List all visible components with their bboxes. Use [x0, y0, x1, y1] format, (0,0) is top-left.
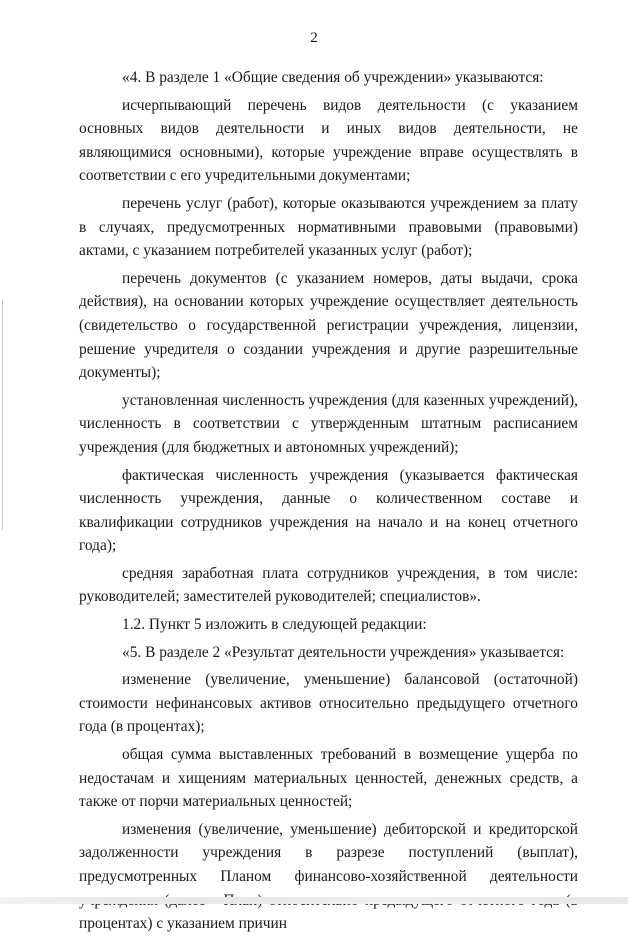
paragraph-actual-staff: фактическая численность учреждения (указывается фактическая численность учреждения, данные о количественном составе и квалификации сотрудников учреждения на начало и на конец отчетного года); [79, 466, 578, 555]
page-number: 2 [310, 30, 318, 46]
paragraph-established-staff: установленная численность учреждения (для казенных учреждений), численность в соответствии с утвержденным штатным расписанием учреждения (для бюджетных и автономных учреждений); [79, 391, 578, 456]
paragraph-section-5-heading: «5. В разделе 2 «Результат деятельности учреждения» указывается: [122, 643, 565, 661]
paragraph-documents-list: перечень документов (с указанием номеров, даты выдачи, срока действия), на основании которых учреждение осуществляет деятельность (свидетельство о государственной регистрации учреждения, лицензии, решение учредителя о создании учреждения и другие разрешительные документы); [79, 269, 578, 382]
paragraph-activities-list: исчерпывающий перечень видов деятельности (с указанием основных видов деятельности и иных видов деятельности, не являющимися основными), которые учреждение вправе осуществлять в соответствии с его учредительными документами; [79, 96, 578, 185]
paragraph-asset-change: изменение (увеличение, уменьшение) балансовой (остаточной) стоимости нефинансовых активов относительно предыдущего отчетного года (в процентах); [79, 671, 578, 736]
paragraph-item-1-2: 1.2. Пункт 5 изложить в следующей редакции: [122, 616, 427, 634]
paragraph-damage-claims: общая сумма выставленных требований в возмещение ущерба по недостачам и хищениям материальных ценностей, денежных средств, а также от порчи материальных ценностей; [79, 746, 578, 811]
document-body [79, 66, 578, 940]
paragraph-average-salary: средняя заработная плата сотрудников учреждения, в том числе: руководителей; заместителей руководителей; специалистов». [79, 564, 578, 606]
paragraph-receivables-payables: изменения (увеличение, уменьшение) дебиторской и кредиторской задолженности учреждения в разрезе поступлений (выплат), предусмотренных Планом финансово-хозяйственной деятельности процентах) с указанием причин [79, 820, 578, 933]
scan-edge-mark [2, 300, 3, 530]
paragraph-section-4-heading: «4. В разделе 1 «Общие сведения об учреждении» указываются: [122, 69, 544, 86]
paragraph-paid-services: перечень услуг (работ), которые оказываются учреждением за плату в случаях, предусмотренных нормативными правовыми (правовыми) актами, с указанием потребителей указанных услуг (работ); [79, 194, 578, 260]
scan-bottom-edge [0, 897, 628, 904]
